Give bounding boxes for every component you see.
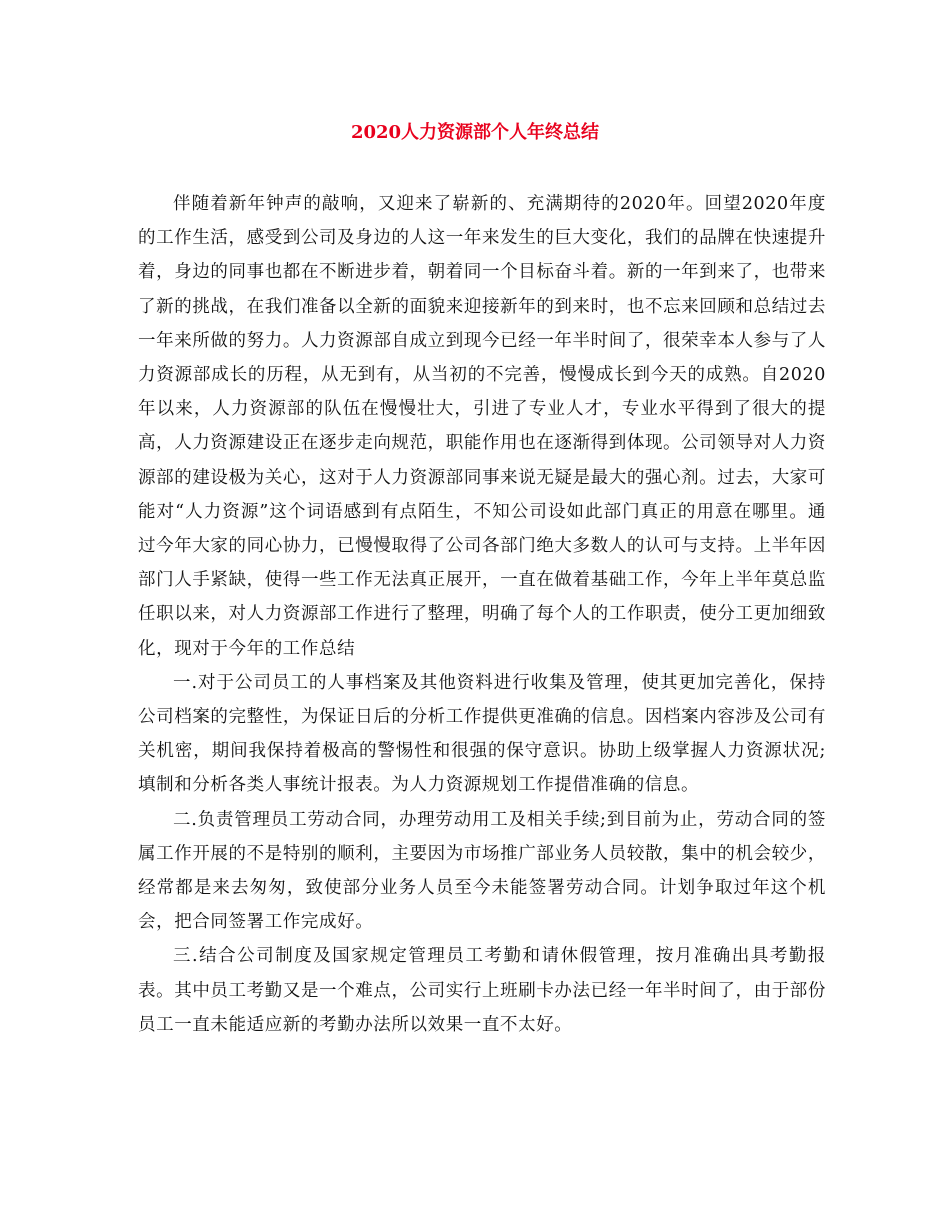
paragraph-section-3: 三.结合公司制度及国家规定管理员工考勤和请休假管理，按月准确出具考勤报表。其中员工考勤又是一个难点，公司实行上班刷卡办法已经一年半时间了，由于部份员工一直未能适应新的考勤办法所以效果一直不太好。 [138, 946, 826, 1035]
paragraph-intro: 伴随着新年钟声的敲响，又迎来了崭新的、充满期待的2020年。回望2020年度的工作生活，感受到公司及身边的人这一年来发生的巨大变化，我们的品牌在快速提升着，身边的同事也都在不断进步着，朝着同一个目标奋斗着。新的一年到来了，也带来了新的挑战，在我们准备以全新的面貌来迎接新年的到来时，也不忘来回顾和总结过去一年来所做的努力。人力资源部自成立到现今已经一年半时间了，很荣幸本人参与了人力资源部成长的历程，从无到有，从当初的不完善，慢慢成长到今天的成熟。自2020年以来，人力资源部的队伍在慢慢壮大，引进了专业人才，专业水平得到了很大的提高，人力资源建设正在逐步走向规范，职能作用也在逐渐得到体现。公司领导对人力资源部的建设极为关心，这对于人力资源部同事来说无疑是最大的强心剂。过去，大家可能对“人力资源”这个词语感到有点陌生，不知公司设如此部门真正的用意在哪里。通过今年大家的同心协力，已慢慢取得了公司各部门绝大多数人的认可与支持。上半年因部门人手紧缺，使得一些工作无法真正展开，一直在做着基础工作，今年上半年莫总监任职以来，对人力资源部工作进行了整理，明确了每个人的工作职责，使分工更加细致化，现对于今年的工作总结 [138, 194, 826, 659]
paragraph-section-2: 二.负责管理员工劳动合同，办理劳动用工及相关手续;到目前为止，劳动合同的签属工作开展的不是特别的顺利，主要因为市场推广部业务人员较散，集中的机会较少，经常都是来去匆匆，致使部分业务人员至今未能签署劳动合同。计划争取过年这个机会，把合同签署工作完成好。 [138, 809, 826, 933]
document-body [138, 187, 826, 1042]
paragraph-section-1: 一.对于公司员工的人事档案及其他资料进行收集及管理，使其更加完善化，保持公司档案的完整性，为保证日后的分析工作提供更准确的信息。因档案内容涉及公司有关机密，期间我保持着极高的警惕性和很强的保守意识。协助上级掌握人力资源状况;填制和分析各类人事统计报表。为人力资源规划工作提借准确的信息。 [138, 672, 826, 796]
document-title: 2020人力资源部个人年终总结 [350, 122, 600, 143]
